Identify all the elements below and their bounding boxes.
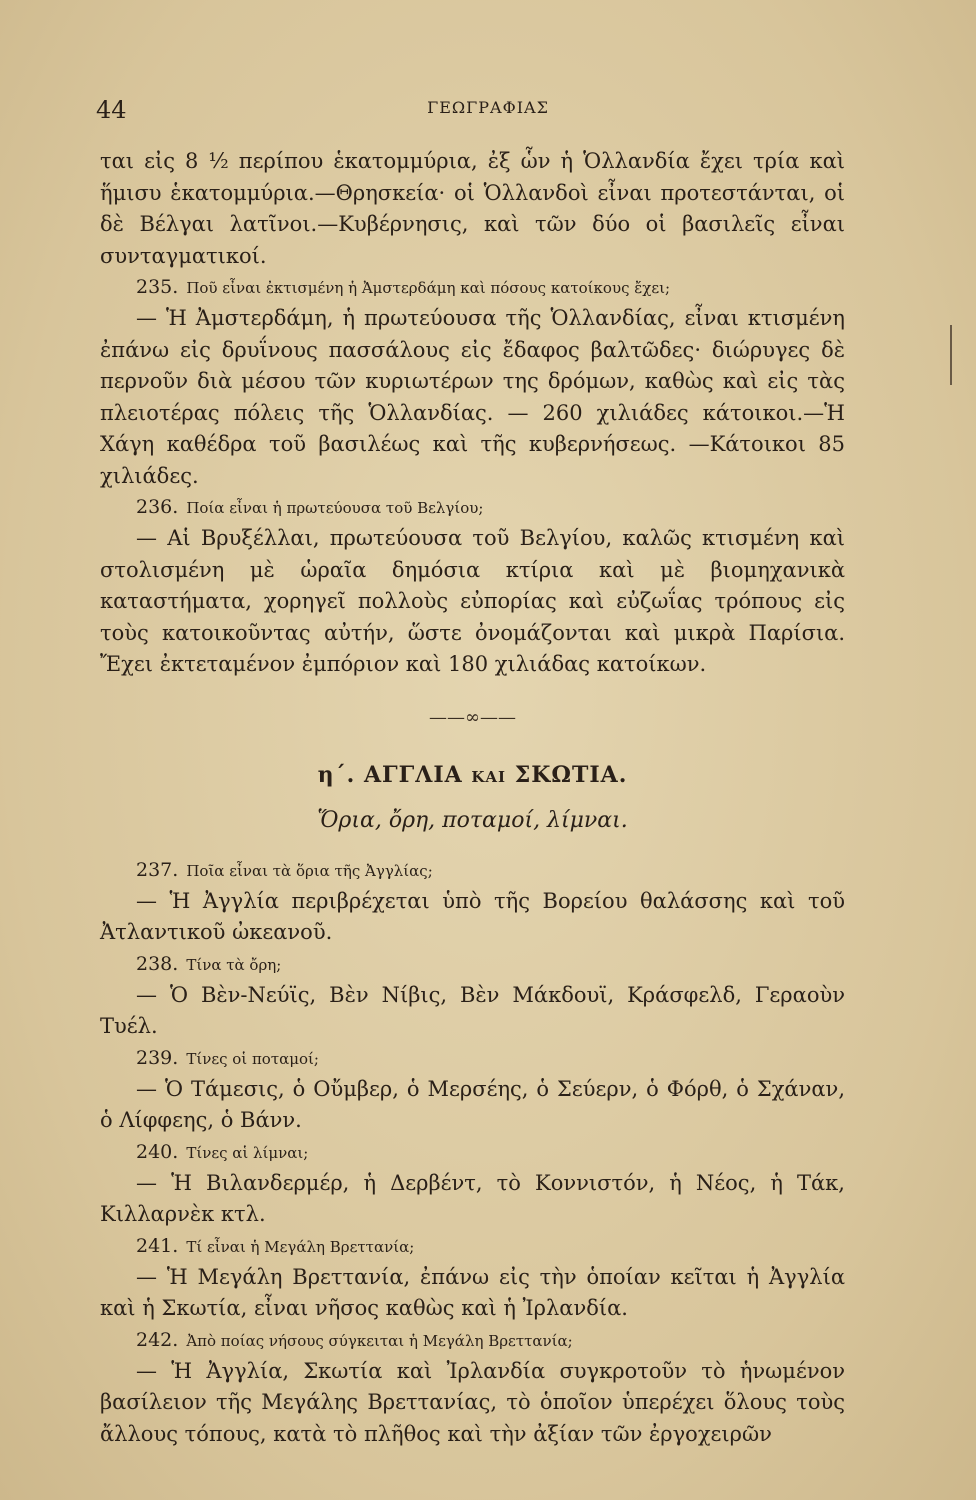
answer-242: — Ἡ Ἀγγλία, Σκωτία καὶ Ἰρλανδία συγκροτοῦν τὸ ἡνωμένον βασίλειον τῆς Μεγάλης Βρεττανίας, τὸ ὁποῖον ὑπερέχει ὅλους τοὺς ἄλλους τόπους, κατὰ τὸ πλῆθος καὶ τὴν ἀξίαν τῶν ἐργοχειρῶν xyxy=(100,1358,845,1446)
question-text: Τίνες αἱ λίμναι; xyxy=(186,1143,309,1162)
question-237 xyxy=(100,855,845,886)
section-title-suffix: ΣΚΩΤΙΑ. xyxy=(506,761,628,788)
binding-edge-mark xyxy=(950,325,952,385)
question-text: Ποῖα εἶναι τὰ ὅρια τῆς Ἀγγλίας; xyxy=(186,861,433,880)
answer-237: — Ἡ Ἀγγλία περιβρέχεται ὑπὸ τῆς Βορείου θαλάσσης καὶ τοῦ Ἀτλαντικοῦ ὠκεανοῦ. xyxy=(100,888,845,944)
section-divider-ornament: ——∞—— xyxy=(429,706,516,728)
answer-236: — Αἱ Βρυξέλλαι, πρωτεύουσα τοῦ Βελγίου, καλῶς κτισμένη καὶ στολισμένη μὲ ὡραῖα δημόσια κτίρια καὶ μὲ βιομηχανικὰ καταστήματα, χορηγεῖ πολλοὺς εὐπορίας καὶ εὐζωΐας τρόπους εἰς τοὺς κατοικοῦντας αὐτήν, ὥστε ὀνομάζονται καὶ μικρὰ Παρίσια. Ἔχει ἐκτεταμένον ἐμπόριον καὶ 180 χιλιάδας κατοίκων. xyxy=(100,526,845,676)
page-header xyxy=(96,96,880,126)
paragraph-continued: ται εἰς 8 ½ περίπου ἑκατομμύρια, ἐξ ὧν ἡ Ὁλλανδία ἔχει τρία καὶ ἥμισυ ἑκατομμύρια.—Θρησκεία· οἱ Ὁλλανδοὶ εἶναι προτεστάνται, οἱ δὲ Βέλγαι λατῖνοι.—Κυβέρνησις, καὶ τῶν δύο οἱ βασιλεῖς εἶναι συνταγματικοί. xyxy=(100,149,845,268)
question-238 xyxy=(100,949,845,980)
question-text: Τίνα τὰ ὄρη; xyxy=(186,955,282,974)
answer-238: — Ὁ Βὲν-Νεύϊς, Βὲν Νίβις, Βὲν Μάκδουϊ, Κράσφελδ, Γεραοὺν Τυέλ. xyxy=(100,982,845,1038)
question-240 xyxy=(100,1137,845,1168)
question-number: 240. xyxy=(136,1140,179,1163)
section-subtitle: Ὅρια, ὄρη, ποταμοί, λίμναι. xyxy=(317,807,628,833)
question-236 xyxy=(100,492,845,523)
question-241 xyxy=(100,1231,845,1262)
question-text: Τί εἶναι ἡ Μεγάλη Βρεττανία; xyxy=(186,1237,415,1256)
question-number: 235. xyxy=(136,276,179,298)
question-text: Ποία εἶναι ἡ πρωτεύουσα τοῦ Βελγίου; xyxy=(186,499,484,517)
question-number: 238. xyxy=(136,952,179,975)
question-text: Ποῦ εἶναι ἐκτισμένη ἡ Ἀμστερδάμη καὶ πόσους κατοίκους ἔχει; xyxy=(186,279,671,297)
question-242 xyxy=(100,1325,845,1356)
question-text: Τίνες οἱ ποταμοί; xyxy=(186,1049,319,1068)
question-text: Ἀπὸ ποίας νήσους σύγκειται ἡ Μεγάλη Βρεττανία; xyxy=(186,1331,573,1350)
question-235 xyxy=(100,272,845,303)
section-title xyxy=(100,762,845,788)
question-239 xyxy=(100,1043,845,1074)
section-title-prefix: η΄. ΑΓΓΛΙΑ xyxy=(317,761,472,788)
question-number: 236. xyxy=(136,496,179,518)
answer-241: — Ἡ Μεγάλη Βρεττανία, ἐπάνω εἰς τὴν ὁποίαν κεῖται ἡ Ἀγγλία καὶ ἡ Σκωτία, εἶναι νῆσος καθὼς καὶ ἡ Ἰρλανδία. xyxy=(100,1264,845,1320)
section-title-conjunction: ΚΑΙ xyxy=(471,767,507,786)
answer-235: — Ἡ Ἀμστερδάμη, ἡ πρωτεύουσα τῆς Ὁλλανδίας, εἶναι κτισμένη ἐπάνω εἰς δρυΐνους πασσάλους εἰς ἔδαφος βαλτῶδες· διώρυγες δὲ περνοῦν διὰ μέσου τῶν κυριωτέρων της δρόμων, καθὼς καὶ εἰς τὰς πλειοτέρας πόλεις τῆς Ὁλλανδίας. — 260 χιλιάδες κάτοικοι.—Ἡ Χάγη καθέδρα τοῦ βασιλέως καὶ τῆς κυβερνήσεως. —Κάτοικοι 85 χιλιάδες. xyxy=(100,306,845,488)
question-number: 237. xyxy=(136,858,179,881)
question-number: 242. xyxy=(136,1328,179,1351)
question-number: 239. xyxy=(136,1046,179,1069)
question-number: 241. xyxy=(136,1234,179,1257)
running-title: ΓΕΩΓΡΑΦΙΑΣ xyxy=(427,98,549,117)
answer-240: — Ἡ Βιλανδερμέρ, ἡ Δερβέντ, τὸ Κοννιστόν, ἡ Νέος, ἡ Τάκ, Κιλλαρνὲκ κτλ. xyxy=(100,1170,845,1226)
page-number: 44 xyxy=(96,96,127,124)
answer-239: — Ὁ Τάμεσις, ὁ Οὔμβερ, ὁ Μερσέης, ὁ Σεύερν, ὁ Φόρθ, ὁ Σχάναν, ὁ Λίφφεης, ὁ Βάνν. xyxy=(100,1076,845,1132)
page-body xyxy=(100,146,845,1450)
